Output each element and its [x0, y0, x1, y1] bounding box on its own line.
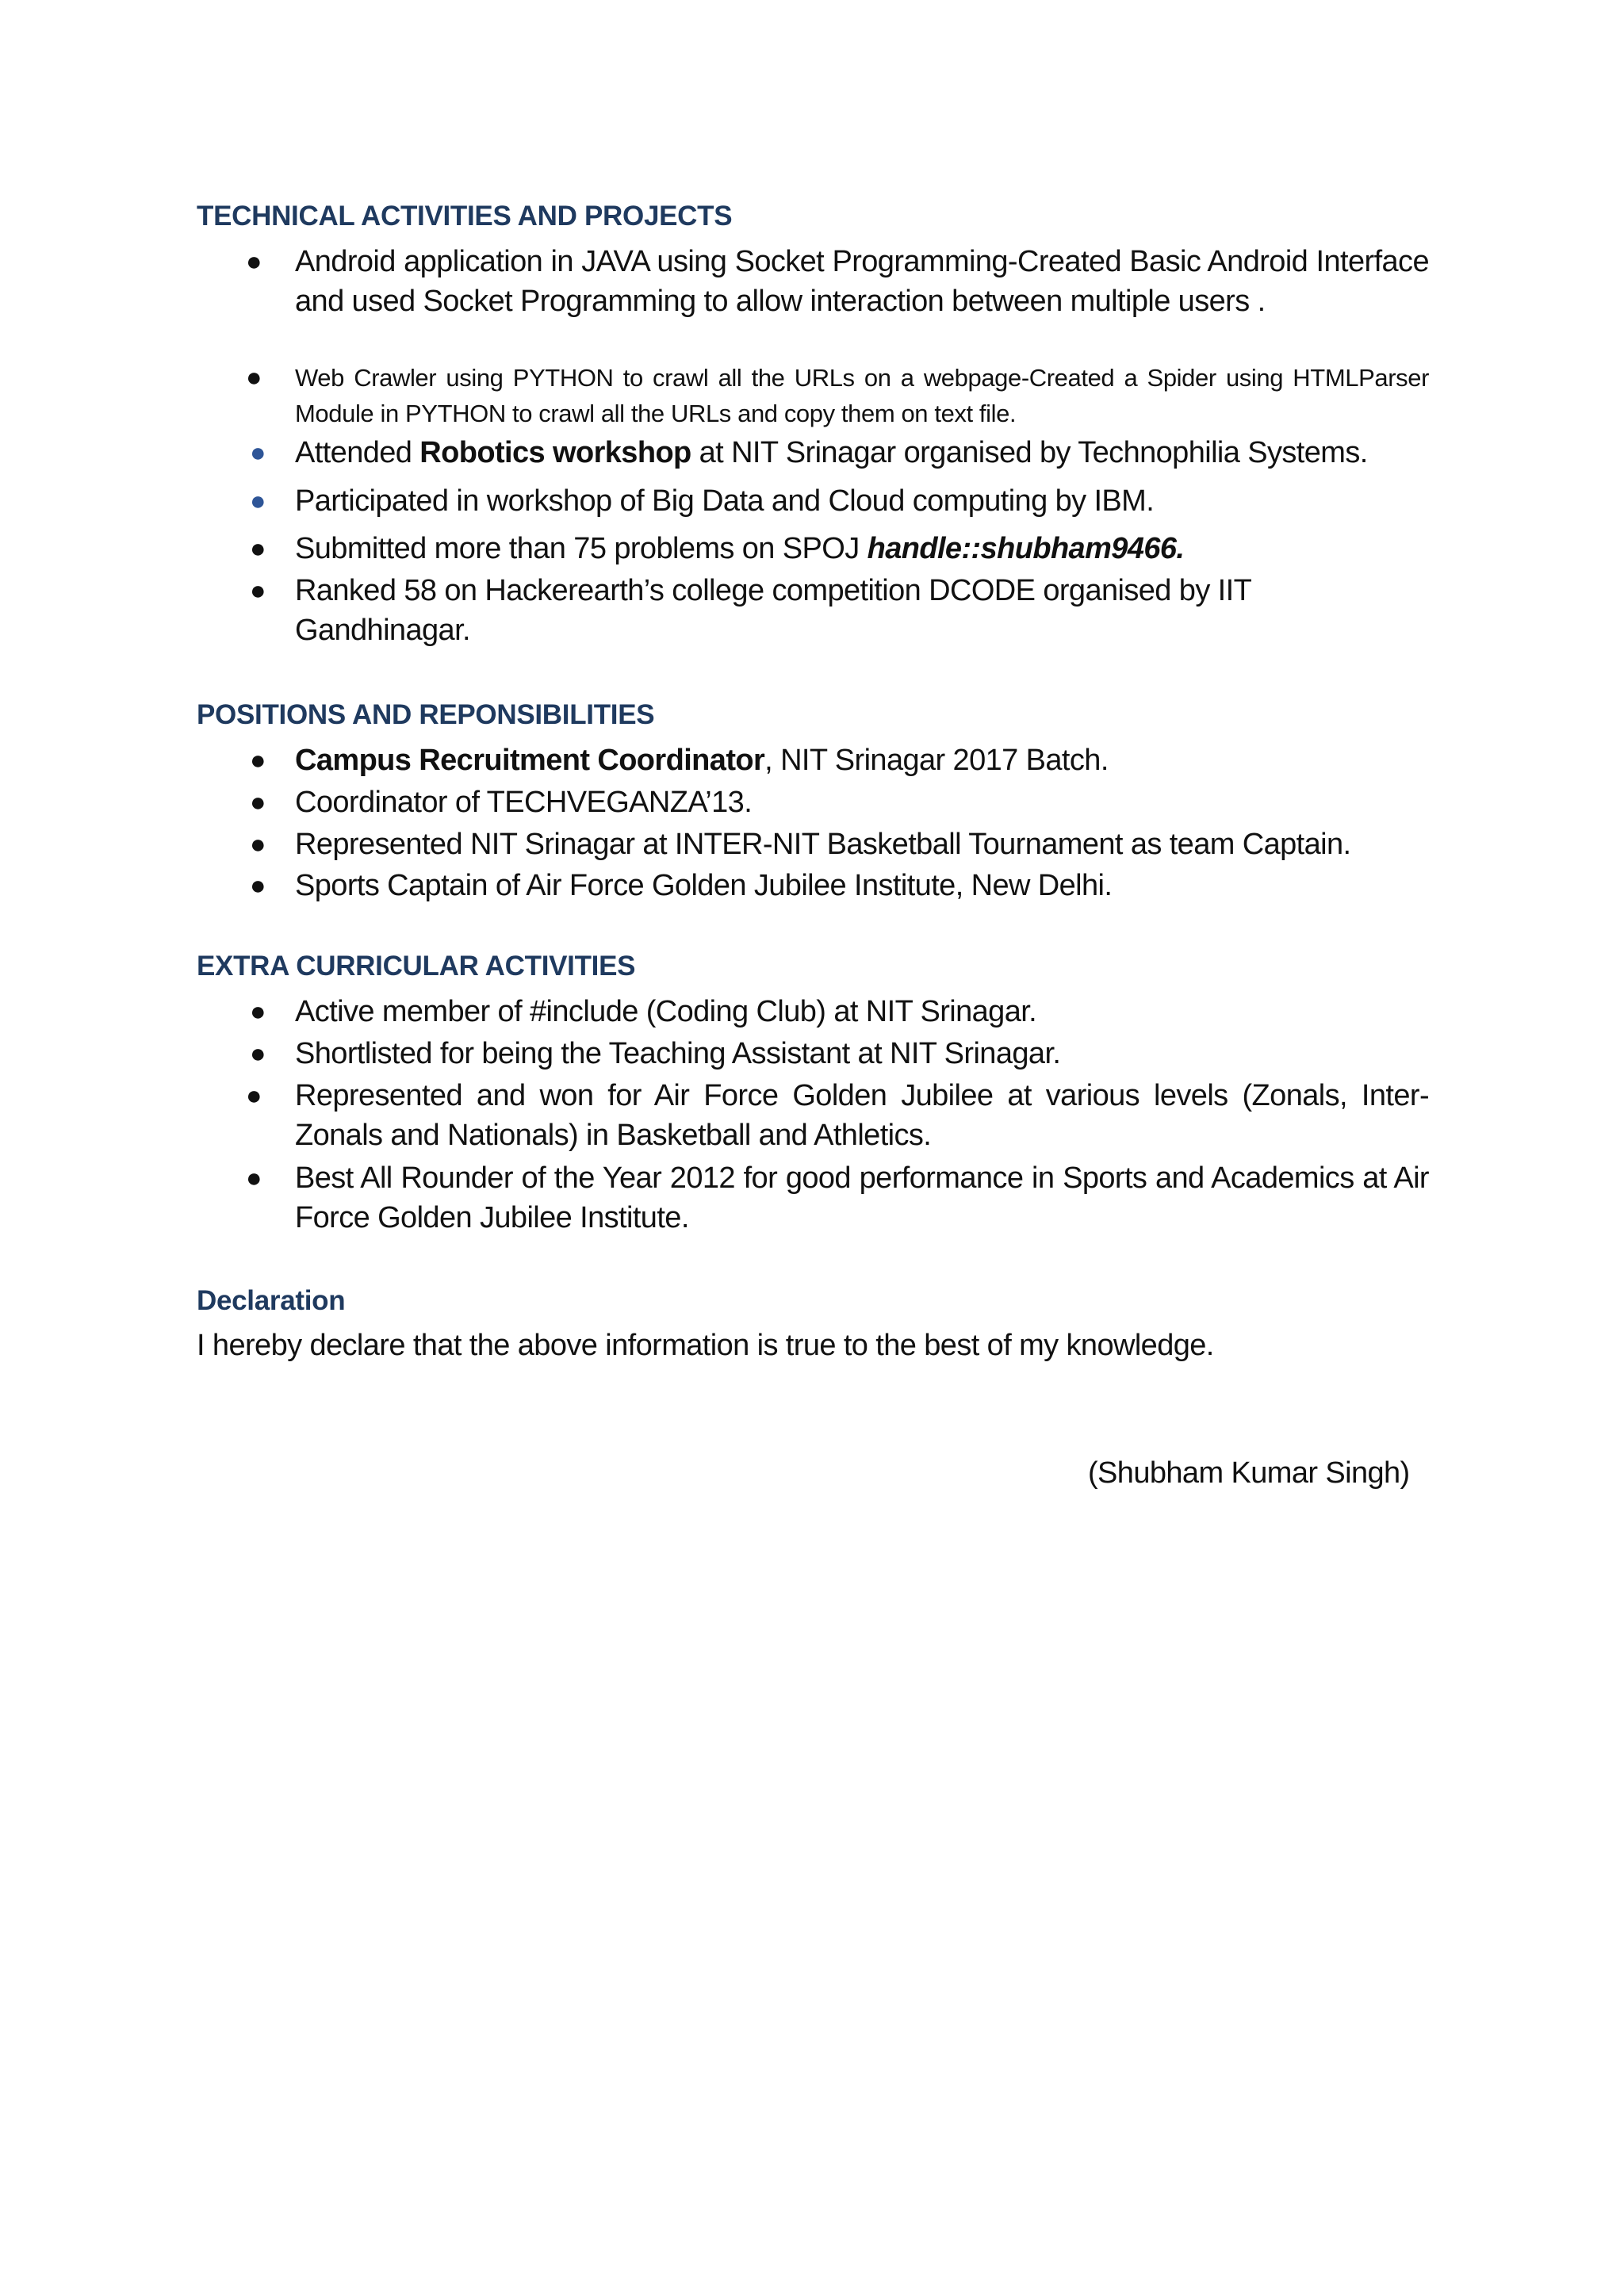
- item-text-suffix: , NIT Srinagar 2017 Batch.: [764, 744, 1109, 777]
- item-text: Shortlisted for being the Teaching Assistant at NIT Srinagar.: [295, 1037, 1061, 1070]
- list-item-android-app: [246, 242, 1429, 321]
- item-text-bold: Robotics workshop: [419, 436, 691, 469]
- list-item-coding-club: [250, 992, 1429, 1031]
- bullet-icon: ●: [250, 486, 266, 516]
- list-item-teaching-assistant: [250, 1034, 1429, 1073]
- bullet-icon: ●: [250, 438, 266, 468]
- bullet-icon: ●: [250, 576, 266, 606]
- bullet-icon: ●: [246, 1163, 262, 1193]
- item-text: Represented NIT Srinagar at INTER-NIT Basketball Tournament as team Captain.: [295, 828, 1351, 861]
- item-text: Ranked 58 on Hackerearth’s college competition DCODE organised by IIT Gandhinagar.: [295, 574, 1251, 647]
- bullet-icon: ●: [250, 745, 266, 775]
- item-text: Represented and won for Air Force Golden Jubilee at various levels (Zonals, Inter-Zonals and Nationals) in Basketball and Athletics.: [295, 1079, 1429, 1152]
- list-item-robotics-workshop: [250, 433, 1429, 473]
- section-heading-positions: POSITIONS AND REPONSIBILITIES: [197, 699, 655, 730]
- section-heading-declaration: Declaration: [197, 1285, 346, 1316]
- item-text: Participated in workshop of Big Data and Cloud computing by IBM.: [295, 484, 1155, 518]
- bullet-icon: ●: [250, 829, 266, 859]
- item-text-prefix: Attended: [295, 436, 420, 469]
- list-item-sports-captain: [250, 866, 1429, 905]
- item-text: Sports Captain of Air Force Golden Jubilee Institute, New Delhi.: [295, 869, 1113, 902]
- list-item-hackerearth: [250, 571, 1286, 650]
- section-heading-technical: TECHNICAL ACTIVITIES AND PROJECTS: [197, 201, 733, 232]
- item-text-prefix: Submitted more than 75 problems on SPOJ: [295, 532, 868, 565]
- item-text: Coordinator of TECHVEGANZA’13.: [295, 786, 753, 819]
- item-text: Active member of #include (Coding Club) at NIT Srinagar.: [295, 995, 1037, 1028]
- bullet-icon: ●: [246, 247, 262, 277]
- declaration-text: I hereby declare that the above information is true to the best of my knowledge.: [197, 1329, 1214, 1362]
- list-item-web-crawler: [246, 360, 1429, 431]
- item-text: Web Crawler using PYTHON to crawl all the URLs on a webpage-Created a Spider using HTMLParser Module in PYTHON to crawl all the URLs and copy them on text file.: [295, 364, 1429, 427]
- spoj-handle: handle::shubham9466.: [867, 532, 1185, 565]
- list-item-basketball-captain: [250, 825, 1429, 864]
- bullet-icon: ●: [250, 997, 266, 1027]
- bullet-icon: ●: [250, 1039, 266, 1069]
- item-text-bold: Campus Recruitment Coordinator: [295, 744, 765, 777]
- item-text: Android application in JAVA using Socket Programming-Created Basic Android Interface and used Socket Programming to allow interaction between multiple users .: [295, 245, 1429, 318]
- bullet-icon: ●: [250, 534, 266, 564]
- signature-name: (Shubham Kumar Singh): [1088, 1456, 1410, 1490]
- bullet-icon: ●: [246, 1081, 262, 1111]
- bullet-icon: ●: [250, 787, 266, 817]
- list-item-zonals: [246, 1076, 1429, 1155]
- bullet-icon: ●: [250, 871, 266, 901]
- list-item-spoj: [250, 529, 1429, 568]
- list-item-best-all-rounder: [246, 1158, 1429, 1238]
- section-heading-extra: EXTRA CURRICULAR ACTIVITIES: [197, 951, 636, 982]
- list-item-big-data-workshop: [250, 481, 1429, 521]
- bullet-icon: ●: [246, 362, 262, 392]
- list-item-techveganza: [250, 783, 1429, 822]
- list-item-campus-recruitment: [250, 740, 1429, 780]
- item-text-suffix: at NIT Srinagar organised by Technophilia Systems.: [691, 436, 1368, 469]
- item-text: Best All Rounder of the Year 2012 for good performance in Sports and Academics at Air Force Golden Jubilee Institute.: [295, 1161, 1429, 1234]
